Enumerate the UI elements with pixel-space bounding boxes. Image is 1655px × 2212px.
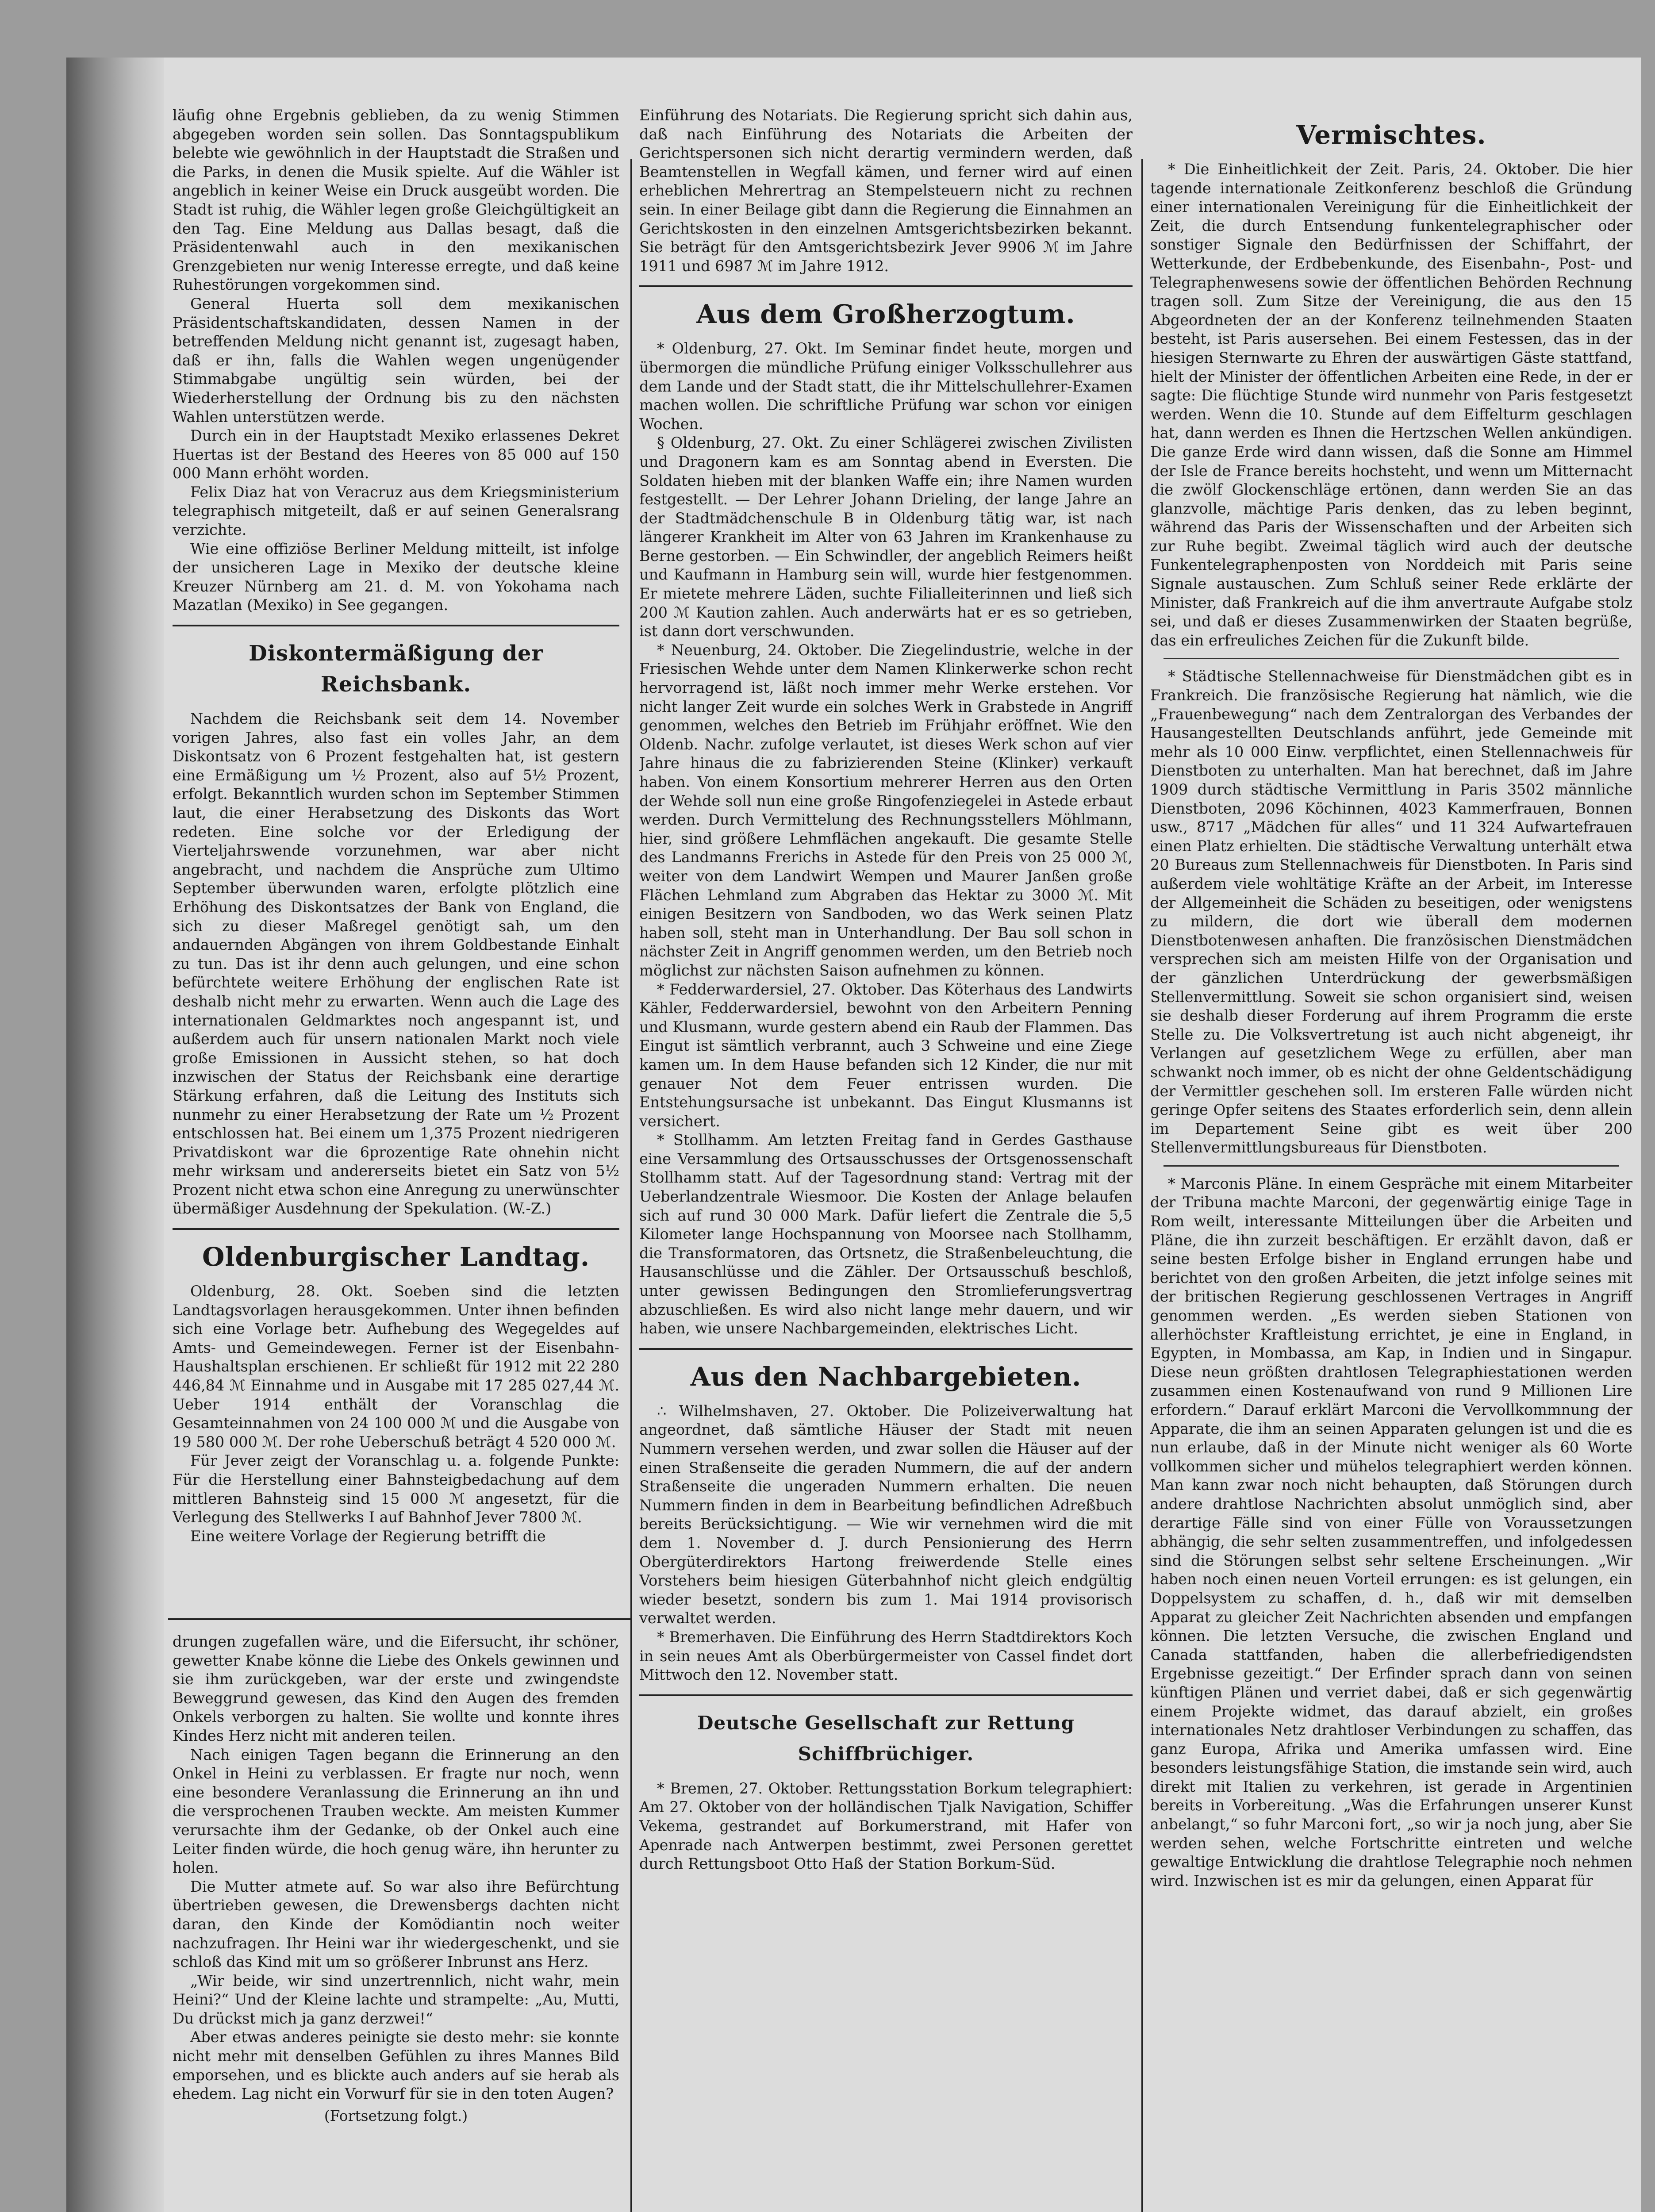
miscellany-item: * Die Einheitlichkeit der Zeit. Paris, 24. Oktober. Die hier tagende internationale Zeitkonferenz beschloß die Gründung einer internationalen Vereinigung für die Einheitlichkeit der Zeit, die durch Entsendung funkentelegraphischer oder sonstiger Signale den Bedürfnissen der Schiffahrt, der Wetterkunde, der Erdbebenkunde, des Eisenbahn-, Post- und Telegraphenwesens sowie der öffentlichen Behörden Rechnung tragen soll. Zum Sitze der Vereinigung, die aus den 15 Abgeordneten der an der Konferenz teilnehmenden Staaten besteht, ist Paris ausersehen. Bei einem Festessen, das in der hiesigen Sternwarte zu Ehren der auswärtigen Gäste stattfand, hielt der Minister der öffentlichen Arbeiten eine Rede, in der er sagte: Die flüchtige Stunde wird nunmehr von Paris festgesetzt werden. Wenn die 10. Stunde auf dem Eiffelturm geschlagen hat, dann werden es Ihnen die Hertzschen Wellen ankündigen. Die ganze Erde wird dann wissen, daß die Sonne am Himmel der Isle de France bereits hochsteht, und wenn um Mitternacht die zwölf Glockenschläge ertönen, dann werden Sie an das glanzvolle, mächtige Paris denken, das zu leben beginnt, während das Paris der Wissenschaften und der Arbeiten sich zur Ruhe begibt. Zweimal täglich wird auch der deutsche Funkentelegraphenposten von Norddeich mit Paris seine Signale austauschen. Zum Schluß seiner Rede erklärte der Minister, daß Frankreich auf die ihm anvertraute Aufgabe stolz sei, und daß er dieses Zusammenwirken der Staaten begrüße, das ein erfreuliches Zeichen für die Zukunft bilde.	[1150, 161, 1632, 649]
column-rule-1	[630, 159, 632, 2212]
reichsbank-heading: Diskontermäßigung der Reichsbank.	[249, 641, 543, 697]
feuilleton-separator	[168, 1618, 630, 1620]
section-rule	[639, 1694, 1133, 1696]
regional-news-item: ∴ Wilhelmshaven, 27. Oktober. Die Polizeiverwaltung hat angeordnet, daß sämtliche Häuser der Stadt mit neuen Nummern versehen werden, und zwar sollen die Häuser auf der einen Straßenseite die geraden Nummern, die auf der andern Straßenseite die ungeraden Nummern erhalten. Die neuen Nummern finden in dem in Bearbeitung befindlichen Adreßbuch bereits Berücksichtigung. — Wie wir vernehmen wird die mit dem 1. November d. J. durch Pensionierung des Herrn Obergüterdirektors Hartong freiwerdende Stelle eines Vorstehers beim hiesigen Güterbahnhof nicht gleich endgültig wieder besetzt, sondern bis zum 1. Mai 1914 provisorisch verwaltet werden.	[639, 1402, 1133, 1627]
mexico-report-paragraph: Wie eine offiziöse Berliner Meldung mitteilt, ist infolge der unsicheren Lage in Mexiko der deutsche kleine Kreuzer Nürnberg am 21. d. M. von Yokohama nach Mazatlan (Mexiko) in See gegangen.	[173, 540, 619, 614]
landtag-heading: Oldenburgischer Landtag.	[202, 1242, 590, 1272]
feuilleton-column	[173, 1632, 619, 2212]
local-news-item: * Neuenburg, 24. Oktober. Die Ziegelindustrie, welche in der Friesischen Wehde unter dem Namen Klinkerwerke schon recht hervorragend ist, läßt noch immer mehr Werke erstehen. Vor nicht langer Zeit wurde ein solches Werk in Grabstede in Angriff genommen, welches den Betrieb im Frühjahr eröffnet. Wie den Oldenb. Nachr. zufolge verlautet, ist dieses Werk schon auf vier Jahre hinaus die zu fabrizierenden Steine (Klinker) verkauft haben. Von einem Konsortium mehrerer Herren aus den Orten der Wehde soll nun eine große Ringofenziegelei in Astede erbaut werden. Durch Vermittelung des Rechnungsstellers Möhlmann, hier, sind größere Lehmflächen angekauft. Die gesamte Stelle des Landmanns Frerichs in Astede für den Preis von 25 000 ℳ, weiter von dem Landwirt Wempen und Maurer Janßen große Flächen Lehmland zum Abgraben das Hektar zu 3000 ℳ. Mit einigen Besitzern von Sandboden, wo das Werk seinen Platz haben soll, steht man in Unterhandlung. Der Bau soll schon in nächster Zeit in Angriff genommen werden, um den Betrieb noch möglichst zur nächsten Saison aufnehmen zu können.	[639, 641, 1133, 979]
section-rule	[639, 285, 1133, 287]
column-3	[1150, 106, 1632, 2212]
local-news-item: * Fedderwardersiel, 27. Oktober. Das Köterhaus des Landwirts Kähler, Fedderwardersiel, bewohnt von den Arbeitern Penning und Klusmann, wurde gestern abend ein Raub der Flammen. Das Eingut ist sämtlich verbrannt, auch 3 Schweine und eine Ziege kamen um. In dem Hause befanden sich 12 Kinder, die nur mit genauer Not dem Feuer entrissen wurden. Die Entstehungsursache ist unbekannt. Das Eingut Klusmanns ist versichert.	[639, 980, 1133, 1130]
section-rule	[173, 625, 619, 626]
gesellschaft-heading: Deutsche Gesellschaft zur Rettung Schiffbrüchiger.	[697, 1712, 1075, 1765]
continued-note: (Fortsetzung folgt.)	[324, 2107, 468, 2124]
miscellany-item: * Städtische Stellennachweise für Dienstmädchen gibt es in Frankreich. Die französische Regierung hat nämlich, wie die „Frauenbewegung“ nach dem Zentralorgan des Verbandes der Hausangestellten Deutschlands anführt, jede Gemeinde mit mehr als 10 000 Einw. verpflichtet, einen Stellennachweis für Dienstboten zu unterhalten. Man hat berechnet, daß im Jahre 1909 durch städtische Vermittlung in Paris 3502 männliche Dienstboten, 2096 Köchinnen, 4023 Kammerfrauen, Bonnen usw., 8717 „Mädchen für alles“ und 11 324 Aufwartefrauen einen Platz erhielten. Die städtische Verwaltung unterhält etwa 20 Bureaus zum Stellennachweis für Dienstboten. In Paris sind außerdem viele wohltätige Kräfte an der Arbeit, im Interesse der Allgemeinheit die Schäden zu beseitigen, oder wenigstens zu mildern, die dort wie überall dem modernen Dienstbotenwesen anhaften. Die französischen Dienstmädchen versprechen sich am meisten Hilfe von der Organisation und der gänzlichen Unterdrückung der gewerbsmäßigen Stellenvermittlung. Soweit sie schon organisiert sind, weisen sie deshalb dieser Forderung auf ihrem Programm die erste Stelle zu. Die Volksvertretung ist auch nicht abgeneigt, ihr Verlangen auf gesetzlichem Wege zu erfüllen, aber man schwankt noch immer, ob es nicht der ohne Geldentschädigung der Vermittler geschehen soll. Im ersteren Falle würden nicht geringe Opfer seitens des Staates erforderlich sein, denn allein im Departement Seine gibt es weit über 200 Stellenvermittlungsbureaus für Dienstboten.	[1150, 668, 1632, 1156]
landtag-paragraph: Für Jever zeigt der Voranschlag u. a. folgende Punkte: Für die Herstellung einer Bahnsteigbedachung auf dem mittleren Bahnsteig sind 15 000 ℳ angesetzt, für die Verlegung des Stellwerks I auf Bahnhof Jever 7800 ℳ.	[173, 1452, 619, 1526]
section-rule	[639, 1348, 1133, 1350]
mexico-report-paragraph: Felix Diaz hat von Veracruz aus dem Kriegsministerium telegraphisch mitgeteilt, daß er auf seinen Generalsrang verzichte.	[173, 483, 619, 539]
rescue-report: * Bremen, 27. Oktober. Rettungsstation Borkum telegraphiert: Am 27. Oktober von der holländischen Tjalk Navigation, Schiffer Vekema, gestrandet auf Borkumerstrand, mit Hafer von Apenrade nach Antwerpen bestimmt, zwei Personen gerettet durch Rettungsboot Otto Haß der Station Borkum-Süd.	[639, 1779, 1133, 1873]
nachbargebieten-heading: Aus den Nachbargebieten.	[690, 1361, 1082, 1392]
feuilleton-paragraph: „Wir beide, wir sind unzertrennlich, nicht wahr, mein Heini?“ Und der Kleine lachte und strampelte: „Au, Mutti, Du drückst mich ja ganz derzwei!“	[173, 1972, 619, 2027]
mexico-report-paragraph: General Huerta soll dem mexikanischen Präsidentschaftskandidaten, dessen Namen in der betreffenden Meldung nicht genannt ist, zugesagt haben, daß er ihn, falls die Wahlen wegen ungenügender Stimmabgabe ungültig sein würden, bei der Wiederherstellung der Ordnung bis zu den nächsten Wahlen unterstützen werde.	[173, 295, 619, 426]
landtag-continuation: Einführung des Notariats. Die Regierung spricht sich dahin aus, daß nach Einführung des Notariats die Arbeiten der Gerichtspersonen sich nicht derartig vermindern werden, daß Beamtenstellen in Wegfall kämen, und ferner wird auf einen erheblichen Mehrertrag an Stempelsteuern nicht zu rechnen sein. In einer Beilage gibt dann die Regierung die Einnahmen an Gerichtskosten in den einzelnen Amtsgerichtsbezirken bekannt. Sie beträgt für den Amtsgerichtsbezirk Jever 9906 ℳ im Jahre 1911 und 6987 ℳ im Jahre 1912.	[639, 107, 1133, 275]
local-news-item: * Oldenburg, 27. Okt. Im Seminar findet heute, morgen und übermorgen die mündliche Prüfung einiger Volksschullehrer aus dem Lande und der Stadt statt, die ihr Mittelschullehrer-Examen machen wollen. Die schriftliche Prüfung war schon vor einigen Wochen.	[639, 340, 1133, 433]
regional-news-item: * Bremerhaven. Die Einführung des Herrn Stadtdirektors Koch in sein neues Amt als Oberbürgermeister von Cassel findet dort Mittwoch den 12. November statt.	[639, 1628, 1133, 1684]
vermischtes-heading: Vermischtes.	[1296, 120, 1486, 150]
landtag-paragraph: Oldenburg, 28. Okt. Soeben sind die letzten Landtagsvorlagen herausgekommen. Unter ihnen befinden sich eine Vorlage betr. Aufhebung des Wegegeldes auf Amts- und Gemeindewegen. Ferner ist der Eisenbahn-Haushaltsplan erschienen. Er schließt für 1912 mit 22 280 446,84 ℳ Einnahme und in Ausgabe mit 17 285 027,44 ℳ. Ueber 1914 enthält der Voranschlag die Gesamteinnahmen von 24 100 000 ℳ und die Ausgabe von 19 580 000 ℳ. Der rohe Ueberschuß beträgt 4 520 000 ℳ.	[173, 1283, 619, 1451]
landtag-paragraph: Eine weitere Vorlage der Regierung betrifft die	[190, 1527, 546, 1545]
feuilleton-paragraph: drungen zugefallen wäre, und die Eifersucht, ihr schöner, gewetter Knabe könne die Liebe des Onkels gewinnen und sie ihm zurückgeben, war der erste und zwingendste Beweggrund gewesen, das Kind den Augen des fremden Onkels verborgen zu halten. Sie wollte und konnte ihres Kindes Herz nicht mit anderen teilen.	[173, 1633, 619, 1744]
mexico-report-paragraph: läufig ohne Ergebnis geblieben, da zu wenig Stimmen abgegeben worden sein sollen. Das Sonntagspublikum belebte wie gewöhnlich in der Hauptstadt die Straßen und die Parks, in denen die Musik spielte. Auf die Wähler ist angeblich in keiner Weise ein Druck ausgeübt worden. Die Stadt ist ruhig, die Wähler legen große Gleichgültigkeit an den Tag. Eine Meldung aus Dallas besagt, daß die Präsidentenwahl auch in den mexikanischen Grenzgebieten nur wenig Interesse erregte, und daß keine Ruhestörungen vorgekommen sind.	[173, 107, 619, 294]
local-news-item: * Stollhamm. Am letzten Freitag fand in Gerdes Gasthause eine Versammlung des Ortsausschusses der Ortsgenossenschaft Stollhamm statt. Auf der Tagesordnung stand: Vertrag mit der Ueberlandzentrale Wiesmoor. Die Kosten der Anlage belaufen sich auf rund 30 000 Mark. Dafür liefert die Zentrale die 5,5 Kilometer lange Hochspannung von Moorsee nach Stollhamm, die Transformatoren, das Ortsnetz, die Straßenbeleuchtung, die Hausanschlüsse und die Zähler. Der Ortsausschuß beschloß, unter gewissen Bedingungen den Stromlieferungsvertrag abzuschließen. Es wird also nicht lange mehr dauern, und wir haben, wie unsere Nachbargemeinden, elektrisches Licht.	[639, 1131, 1133, 1337]
grossherzogtum-heading: Aus dem Großherzogtum.	[696, 299, 1075, 330]
mexico-report-paragraph: Durch ein in der Hauptstadt Mexiko erlassenes Dekret Huertas ist der Bestand des Heeres von 85 000 auf 150 000 Mann erhöht worden.	[173, 427, 619, 482]
feuilleton-paragraph: Aber etwas anderes peinigte sie desto mehr: sie konnte nicht mehr mit denselben Gefühlen zu ihres Mannes Bild emporsehen, und es blickte auch anders auf sie herab als ehedem. Lag nicht ein Vorwurf für sie in den toten Augen?	[173, 2028, 619, 2103]
page-binding	[66, 58, 164, 2212]
feuilleton-paragraph: Die Mutter atmete auf. So war also ihre Befürchtung übertrieben gewesen, die Drewensbergs dachten nicht daran, den Kinde der Komödiantin noch weiter nachzufragen. Ihr Heini war ihr wiedergeschenkt, und sie schloß das Kind mit um so größerer Inbrunst ans Herz.	[173, 1878, 619, 1971]
column-1	[173, 106, 619, 1615]
newspaper-page	[66, 58, 1641, 2212]
local-news-item: § Oldenburg, 27. Okt. Zu einer Schlägerei zwischen Zivilisten und Dragonern kam es am Sonntag abend in Eversten. Die Soldaten hieben mit der blanken Waffe ein; ihre Namen wurden festgestellt. — Der Lehrer Johann Drieling, der lange Jahre an der Stadtmädchenschule B in Oldenburg tätig war, ist nach längerer Krankheit im Alter von 63 Jahren im Krankenhause zu Berne gestorben. — Ein Schwindler, der angeblich Reimers heißt und Kaufmann in Hamburg sein will, wurde hier festgenommen. Er mietete mehrere Läden, suchte Filialleiterinnen und ließ sich 200 ℳ Kaution zahlen. Auch anderwärts hat er es so getrieben, ist dann dort verschwunden.	[639, 434, 1133, 640]
item-rule	[1163, 1165, 1619, 1167]
miscellany-item: * Marconis Pläne. In einem Gespräche mit einem Mitarbeiter der Tribuna machte Marconi, der gegenwärtig einige Tage in Rom weilt, interessante Mitteilungen über die Arbeiten und Pläne, die ihn zurzeit beschäftigen. Er erzählt davon, daß er seine besten Erfolge bisher in England errungen habe und berichtet von den großen Arbeiten, die jetzt infolge seines mit der britischen Regierung geschlossenen Vertrages in Angriff genommen werden. „Es werden sieben Stationen von allerhöchster Kraftleistung errichtet, je eine in England, in Egypten, in Mombassa, am Kap, in Indien und in Singapur. Diese neun größten drahtlosen Telegraphiestationen werden zusammen einen Kostenaufwand von rund 9 Millionen Lire erfordern.“ Darauf erklärt Marconi die Vervollkommnung der Apparate, die ihm an seinen Apparaten gelungen ist und die es nun erlaube, daß in der Minute nicht weniger als 60 Worte vollkommen sicher und mühelos telegraphiert werden können. Man kann zwar noch nicht behaupten, daß Störungen durch andere drahtlose Nachrichten absolut unmöglich sind, aber derartige Fälle sind von einer Fülle von Voraussetzungen abhängig, die sehr selten zusammentreffen, und infolgedessen sind die Störungen selbst sehr seltene Erscheinungen. „Wir haben noch einen neuen Vorteil errungen: es ist gelungen, ein Doppelsystem zu schaffen, d. h., daß wir mit demselben Apparat zu gleicher Zeit Nachrichten absenden und empfangen können. Die letzten Versuche, die zwischen England und Canada stattfanden, haben die allerbefriedigendsten Ergebnisse gezeitigt.“ Der Erfinder sprach dann von seinen künftigen Plänen und verriet dabei, daß er sich gegenwärtig einem Projekte widmet, das darauf abzielt, ein großes internationales Netz drahtloser Verbindungen zu schaffen, das ganz Europa, Afrika und Amerika umfassen wird. Eine besonders leistungsfähige Station, die imstande sein wird, auch direkt mit Italien zu verkehren, ist gerade in Argentinien bereits in Vorbereitung. „Was die Erfahrungen unserer Kunst anbelangt,“ so fuhr Marconi fort, „so wir ja noch jung, aber Sie werden sehen, welche Fortschritte eintreten und welche gewaltige Entwicklung die drahtlose Telegraphie noch nehmen wird. Inzwischen ist es mir da gelungen, einen Apparat für	[1150, 1175, 1632, 1889]
feuilleton-paragraph: Nach einigen Tagen begann die Erinnerung an den Onkel in Heini zu verblassen. Er fragte nur noch, wenn eine besondere Veranlassung die Erinnerung an ihn und die versprochenen Trauben weckte. Am meisten Kummer verursachte ihm der Gedanke, ob der Onkel auch eine Leiter finden würde, die hoch genug wäre, ihn herunter zu holen.	[173, 1746, 619, 1877]
item-rule	[1163, 658, 1619, 659]
column-2	[639, 106, 1133, 2212]
reichsbank-article: Nachdem die Reichsbank seit dem 14. November vorigen Jahres, also fast ein volles Jahr, an dem Diskontsatz von 6 Prozent festgehalten hat, ist gestern eine Ermäßigung um ½ Prozent, also auf 5½ Prozent, erfolgt. Bekanntlich wurden schon im September Stimmen laut, die einer Herabsetzung des Diskonts das Wort redeten. Eine solche vor der Erledigung der Vierteljahrswende vorzunehmen, war aber nicht angebracht, und nachdem die Ansprüche zum Ultimo September überwunden waren, erfolgte plötzlich eine Erhöhung des Diskontsatzes der Bank von England, die sich zu dieser Maßregel genötigt sah, um den andauernden Abgängen von ihrem Goldbestande Einhalt zu tun. Das ist ihr denn auch gelungen, und eine schon befürchtete weitere Erhöhung der englischen Rate ist deshalb nicht mehr zu erwarten. Wenn auch die Lage des internationalen Geldmarktes noch angespannt ist, und außerdem auch für unsern nationalen Markt noch viele große Emissionen in Aussicht stehen, so hat doch inzwischen der Status der Reichsbank eine derartige Stärkung erfahren, daß die Leitung des Instituts sich nunmehr zu einer Herabsetzung der Rate um ½ Prozent entschlossen hat. Bei einem um 1,375 Prozent niedrigeren Privatdiskont war die 6prozentige Rate ohnehin nicht mehr wirksam und andererseits bietet ein Satz von 5½ Prozent nicht etwa schon eine Anregung zu unerwünschter übermäßiger Ausdehnung der Spekulation. (W.-Z.)	[173, 710, 619, 1217]
column-rule-2	[1141, 159, 1143, 2212]
section-rule	[173, 1228, 619, 1230]
